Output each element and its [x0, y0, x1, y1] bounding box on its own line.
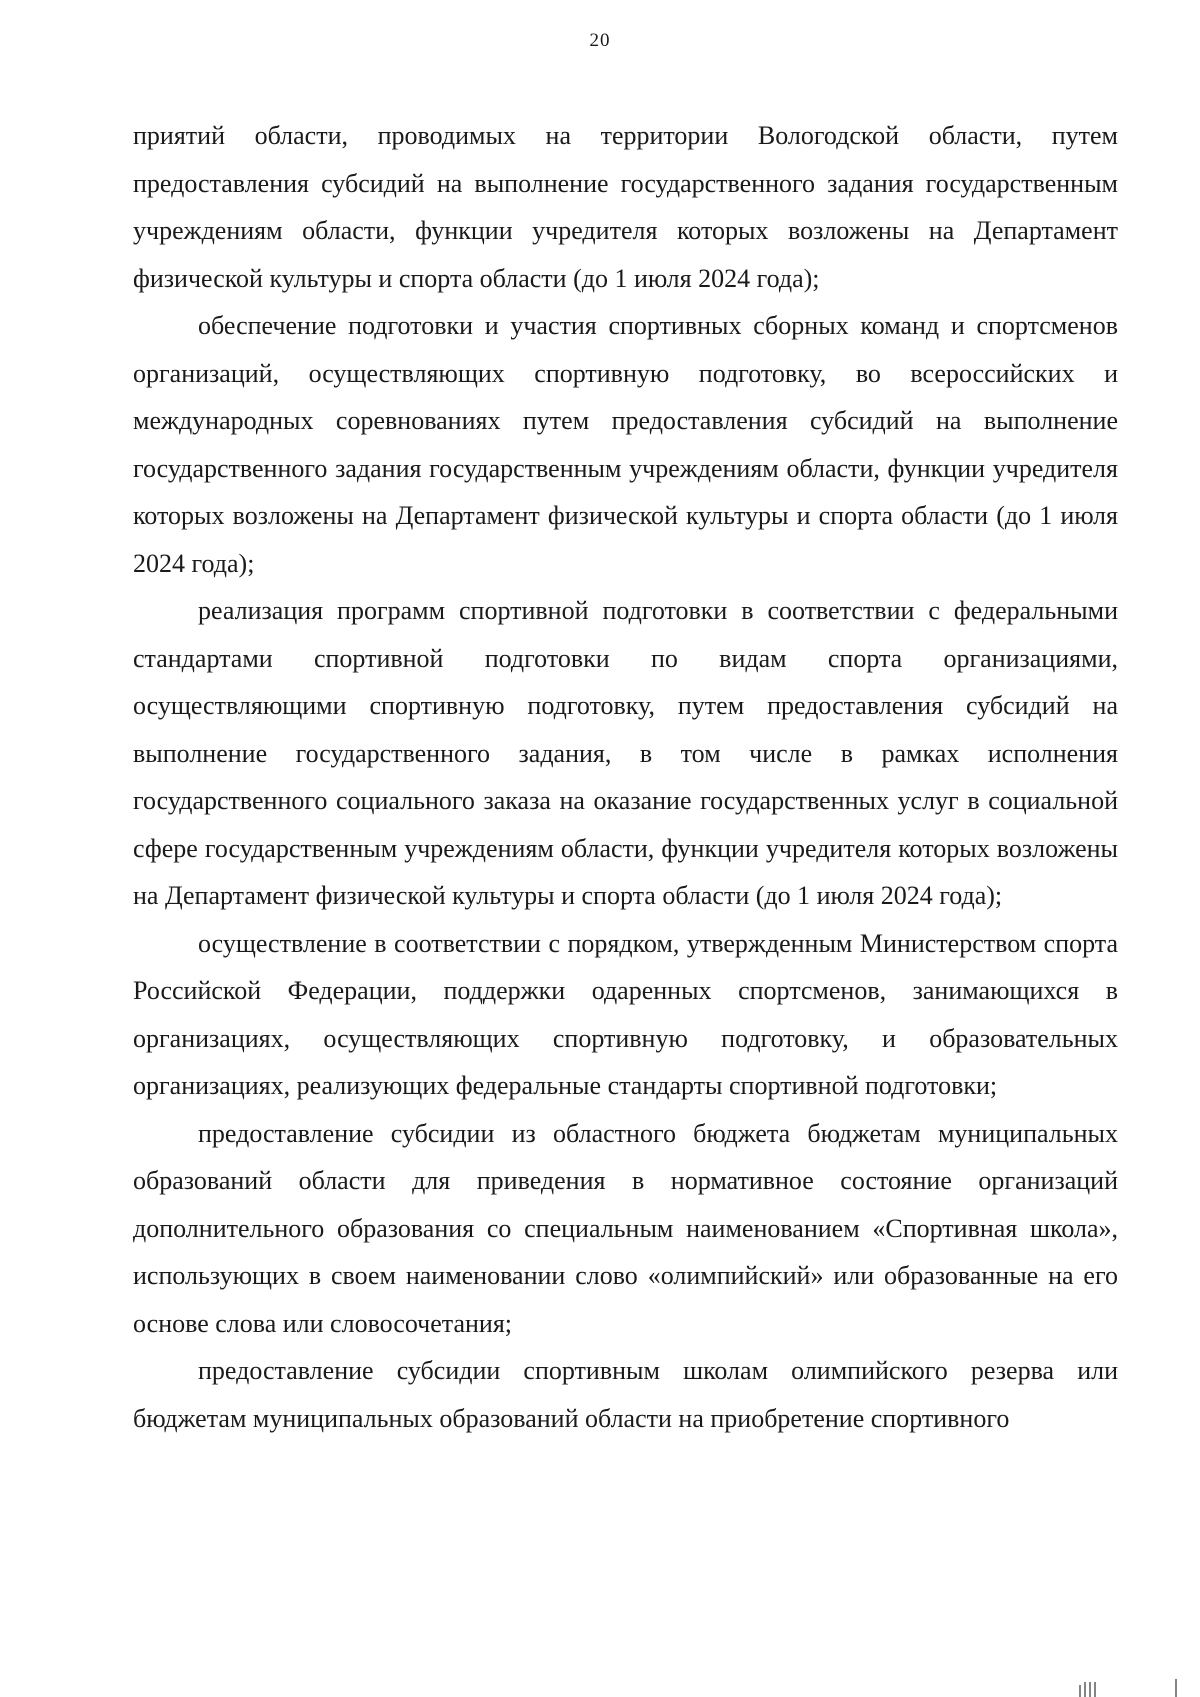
paragraph-gifted-athletes: осуществление в соответствии с порядком, утвержденным Министерством спорта Российской Федерации, поддержки одаренных спортсменов, занимающихся в организациях, осуществляющих спортивную подготовку, и образовательных организациях, реализующих федеральные стандарты спортивной подготовки;: [133, 928, 1118, 1100]
document-body: [133, 112, 1118, 1442]
paragraph-training-programs: реализация программ спортивной подготовки в соответствии с федеральными стандартами спортивной подготовки по видам спорта организациями, осуществляющими спортивную подготовку, путем предоставления субсидий на выполнение государственного задания, в том числе в рамках исполнения государственного социального заказа на оказание государственных услуг в социальной сфере государственным учреждениям области, функции учредителя которых возложены на Департамент физической культуры и спорта области (до 1 июля 2024 года);: [133, 596, 1118, 910]
paragraph-continued: приятий области, проводимых на территории Вологодской области, путем предоставления субсидий на выполнение государственного задания государственным учреждениям области, функции учредителя которых возложены на Департамент физической культуры и спорта области (до 1 июля 2024 года);: [133, 121, 1118, 293]
scan-artifact-marks: [1064, 1679, 1184, 1697]
paragraph-municipal-subsidy: предоставление субсидии из областного бюджета бюджетам муниципальных образований области для приведения в нормативное состояние организаций дополнительного образования со специальным наименованием «Спортивная школа», использующих в своем наименовании слово «олимпийский» или образованные на его основе слова или словосочетания;: [133, 1118, 1118, 1338]
page-number: 20: [589, 30, 611, 51]
paragraph-sports-teams: обеспечение подготовки и участия спортивных сборных команд и спортсменов организаций, осуществляющих спортивную подготовку, во всероссийских и международных соревнованиях путем предоставления субсидий на выполнение государственного задания государственным учреждениям области, функции учредителя которых возложены на Департамент физической культуры и спорта области (до 1 июля 2024 года);: [133, 311, 1118, 578]
paragraph-olympic-reserve: предоставление субсидии спортивным школам олимпийского резерва или бюджетам муниципальных образований области на приобретение спортивного: [133, 1356, 1118, 1433]
